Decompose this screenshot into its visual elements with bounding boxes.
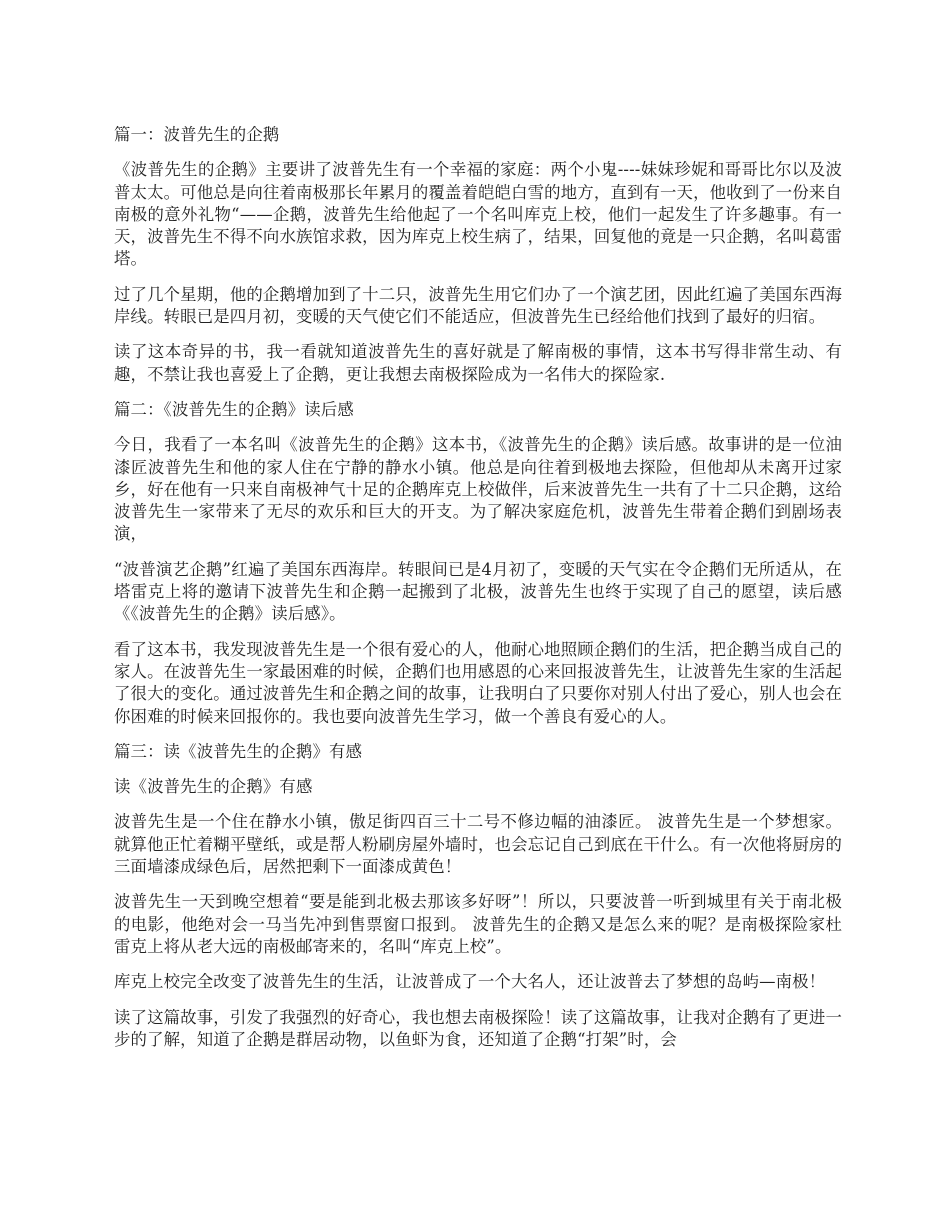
paragraph: 波普先生一天到晚空想着“要是能到北极去那该多好呀”！所以，只要波普一听到城里有关于南北极的电影，他绝对会一马当先冲到售票窗口报到。 波普先生的企鹅又是怎么来的呢？是南极探险家杜雷克上将从老大远的南极邮寄来的，名叫“库克上校”。: [114, 892, 842, 956]
paragraph: “波普演艺企鹅”红遍了美国东西海岸。转眼间已是4月初了，变暖的天气实在令企鹅们无所适从，在塔雷克上将的邀请下波普先生和企鹅一起搬到了北极，波普先生也终于实现了自己的愿望，读后感《《波普先生的企鹅》读后感》。: [114, 559, 842, 624]
paragraph: 看了这本书，我发现波普先生是一个很有爱心的人，他耐心地照顾企鹅们的生活，把企鹅当成自己的家人。在波普先生一家最困难的时候，企鹅们也用感恩的心来回报波普先生，让波普先生家的生活起了很大的变化。通过波普先生和企鹅之间的故事，让我明白了只要你对别人付出了爱心，别人也会在你困难的时候来回报你的。我也要向波普先生学习，做一个善良有爱心的人。: [114, 639, 842, 726]
section-heading-3: 篇三：读《波普先生的企鹅》有感: [114, 741, 363, 761]
paragraph: 今日，我看了一本名叫《波普先生的企鹅》这本书，《波普先生的企鹅》读后感。故事讲的是一位油漆匠波普先生和他的家人住在宁静的静水小镇。他总是向往着到极地去探险，但他却从未离开过家乡，好在他有一只来自南极神气十足的企鹅库克上校做伴，后来波普先生一共有了十二只企鹅，这给波普先生一家带来了无尽的欢乐和巨大的开支。为了解决家庭危机，波普先生带着企鹅们到剧场表演，: [114, 435, 842, 544]
paragraph: 《波普先生的企鹅》主要讲了波普先生有一个幸福的家庭：两个小鬼----妹妹珍妮和哥哥比尔以及波普太太。可他总是向往着南极那长年累月的覆盖着皑皑白雪的地方，直到有一天，他收到了一份来自南极的意外礼物“——企鹅，波普先生给他起了一个名叫库克上校，他们一起发生了许多趣事。有一天，波普先生不得不向水族馆求救，因为库克上校生病了，结果，回复他的竟是一只企鹅，名叫葛雷塔。: [114, 160, 842, 269]
paragraph: 波普先生是一个住在静水小镇，傲足街四百三十二号不修边幅的油漆匠。 波普先生是一个梦想家。就算他正忙着糊平壁纸，或是帮人粉刷房屋外墙时，也会忘记自己到底在干什么。有一次他将厨房的三面墙漆成绿色后，居然把剩下一面漆成黄色！: [114, 812, 842, 877]
paragraph: 读了这篇故事，引发了我强烈的好奇心，我也想去南极探险！读了这篇故事，让我对企鹅有了更进一步的了解，知道了企鹅是群居动物，以鱼虾为食，还知道了企鹅“打架”时，会: [114, 1007, 842, 1049]
document-body: [114, 124, 842, 1064]
section-heading-1: 篇一：波普先生的企鹅: [114, 125, 280, 144]
paragraph: 库克上校完全改变了波普先生的生活，让波普成了一个大名人，还让波普去了梦想的岛屿—南极！: [114, 972, 826, 992]
paragraph: 读了这本奇异的书，我一看就知道波普先生的喜好就是了解南极的事情，这本书写得非常生动、有趣，不禁让我也喜爱上了企鹅，更让我想去南极探险成为一名伟大的探险家.: [114, 342, 842, 384]
subtitle: 读《波普先生的企鹅》有感: [114, 777, 313, 797]
paragraph: 过了几个星期，他的企鹅增加到了十二只，波普先生用它们办了一个演艺团，因此红遍了美国东西海岸线。转眼已是四月初，变暖的天气使它们不能适应，但波普先生已经给他们找到了最好的归宿。: [114, 284, 842, 327]
section-heading-2: 篇二：《波普先生的企鹅》读后感: [114, 399, 354, 419]
